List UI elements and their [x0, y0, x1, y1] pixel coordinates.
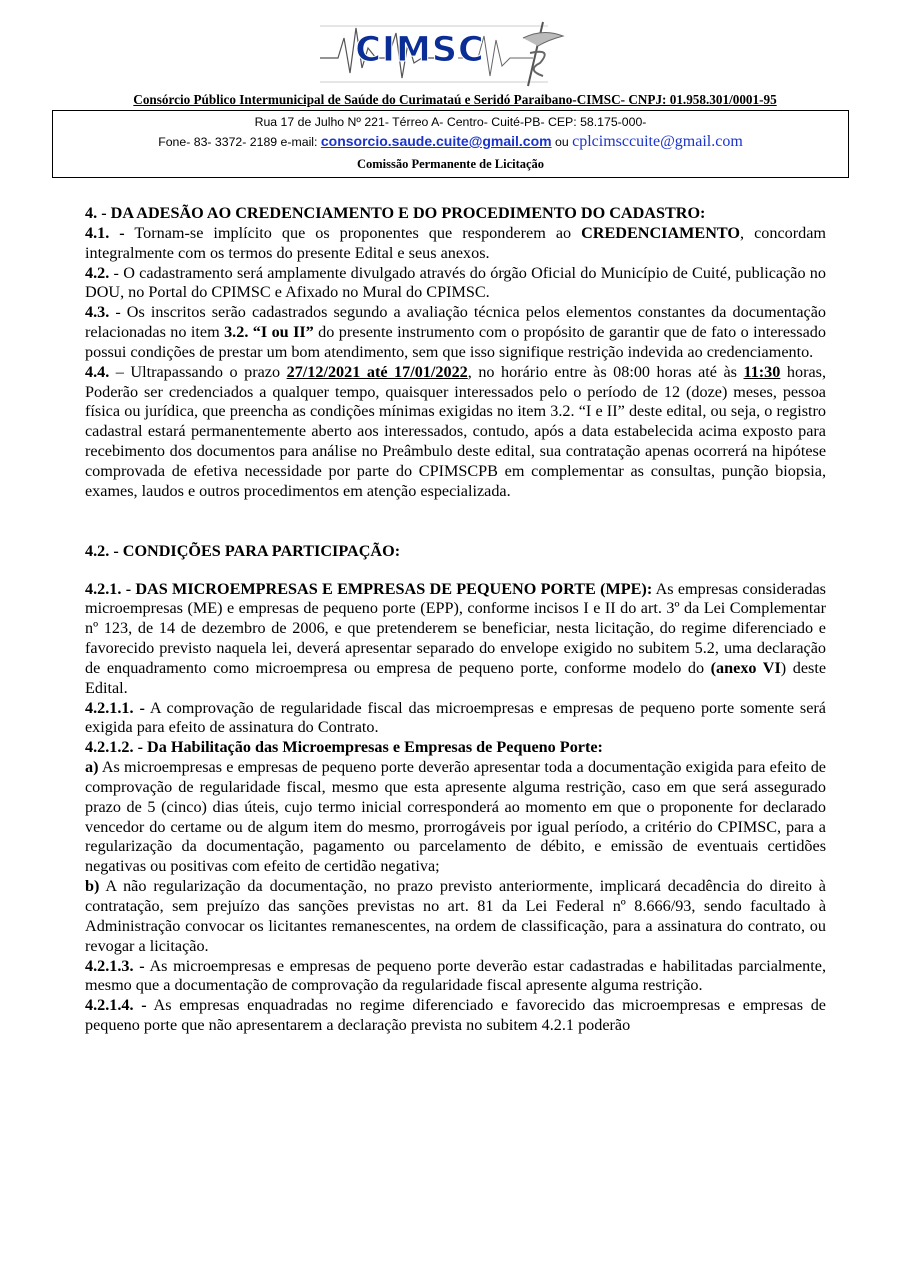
commission-line: Comissão Permanente de Licitação [356, 157, 545, 171]
email-separator: ou [551, 135, 573, 149]
paragraph-4-4: 4.4. – Ultrapassando o prazo 27/12/2021 até 17/01/2022, no horário entre às 08:00 horas até às 11:30 horas, Poderão ser credenciados a qualquer tempo, quaisquer interessados pelo o período de 12 (doze) meses, pessoa física ou jurídica, que preencha as condições mínimas exigidas no item 3.2. “I e II” deste edital, ou seja, o registro cadastral estará permanentemente aberto aos interessados, contudo, após a data estabelecida acima exposto para recebimento dos documentos para análise no Preâmbulo deste edital, sua contratação apenas ocorrerá na hipótese comprovada de efetiva necessidade por parte do CPIMSCPB em complementar as consultas, punção biopsia, exames, laudos e outros procedimentos em atenção especializada. [85, 362, 826, 500]
email-link-secondary[interactable]: cplcimsccuite@gmail.com [572, 133, 743, 150]
address-box [52, 110, 849, 178]
paragraph-4-2-1-4: 4.2.1.4. - As empresas enquadradas no regime diferenciado e favorecido das microempresas e empresas de pequeno porte que não apresentarem a declaração prevista no subitem 4.2.1 poderão [85, 996, 826, 1035]
paragraph-4-2-1: 4.2.1. - DAS MICROEMPRESAS E EMPRESAS DE PEQUENO PORTE (MPE): As empresas consideradas microempresas (ME) e empresas de pequeno porte (EPP), conforme incisos I e II do art. 3º da Lei Complementar nº 123, de 14 de dezembro de 2006, e que pretenderem se beneficiar, nesta licitação, do regime diferenciado e favorecido previsto naquela lei, deverá apresentar separado do envelope exigido no subitem 5.2, uma declaração de enquadramento como microempresa ou empresa de pequeno porte, conforme modelo do (anexo VI) deste Edital. [85, 579, 827, 697]
paragraph-4-3: 4.3. - Os inscritos serão cadastrados segundo a avaliação técnica pelos elementos constantes da documentação relacionadas no item 3.2. “I ou II” do presente instrumento com o propósito de garantir que de fato o interessado possui condições de prestar um bom atendimento, sem que isso signifique restrição indevida ao credenciamento. [85, 303, 826, 361]
paragraph-4-2: 4.2. - O cadastramento será amplamente divulgado através do órgão Oficial do Município de Cuité, publicação no DOU, no Portal do CPIMSC e Afixado no Mural do CPIMSC. [85, 263, 826, 302]
phone-prefix: Fone- 83- 3372- 2189 e-mail: [158, 135, 321, 149]
email-link-primary[interactable]: consorcio.saude.cuite@gmail.com [320, 133, 552, 149]
paragraph-item-a: a) As microempresas e empresas de pequeno porte deverão apresentar toda a documentação exigida para efeito de comprovação de regularidade fiscal, mesmo que esta apresente alguma restrição, caso em que será assegurado prazo de 5 (cinco) dias úteis, cujo termo inicial corresponderá ao momento em que o proponente for declarado vencedor do certame ou de algum item do mesmo, prorrogáveis por igual período, a critério do CPIMSC, para a regularização da documentação, pagamento ou parcelamento de débito, e emissão de eventuais certidões negativas ou positivas com efeito de certidão negativa; [85, 758, 826, 876]
caduceus-icon [523, 22, 563, 86]
section-4-2-heading: 4.2. - CONDIÇÕES PARA PARTICIPAÇÃO: [85, 541, 401, 560]
paragraph-item-b: b) A não regularização da documentação, no prazo previsto anteriormente, implicará decadência do direito à contratação, sem prejuízo das sanções previstas no art. 81 da Lei Federal nº 8.666/93, sendo facultado à Administração convocar os licitantes remanescentes, na ordem de classificação, para a assinatura do contrato, ou revogar a licitação. [85, 877, 826, 955]
paragraph-4-2-1-1: 4.2.1.1. - A comprovação de regularidade fiscal das microempresas e empresas de pequeno porte somente será exigida para efeito de assinatura do Contrato. [85, 698, 826, 737]
organization-line: Consórcio Público Intermunicipal de Saúde do Curimataú e Seridó Paraibano-CIMSC- CNPJ: 01.958.301/0001-95 [133, 92, 777, 107]
contact-line [53, 133, 848, 151]
logo-wordmark: CIMSC [355, 30, 485, 70]
document-body [85, 204, 826, 1036]
paragraph-4-2-1-3: 4.2.1.3. - As microempresas e empresas de pequeno porte deverão estar cadastradas e habilitadas parcialmente, mesmo que a documentação de comprovação da regularidade fiscal apresente alguma restrição. [85, 956, 826, 995]
paragraph-4-1: 4.1. - Tornam-se implícito que os proponentes que responderem ao CREDENCIAMENTO, concordam integralmente com os termos do presente Edital e seus anexos. [85, 223, 826, 262]
address-line: Rua 17 de Julho Nº 221- Térreo A- Centro- Cuité-PB- CEP: 58.175-000- [254, 115, 647, 129]
paragraph-4-2-1-2-heading: 4.2.1.2. - Da Habilitação das Microempresas e Empresas de Pequeno Porte: [85, 738, 603, 757]
section-4-heading: 4. - DA ADESÃO AO CREDENCIAMENTO E DO PROCEDIMENTO DO CADASTRO: [85, 204, 706, 222]
